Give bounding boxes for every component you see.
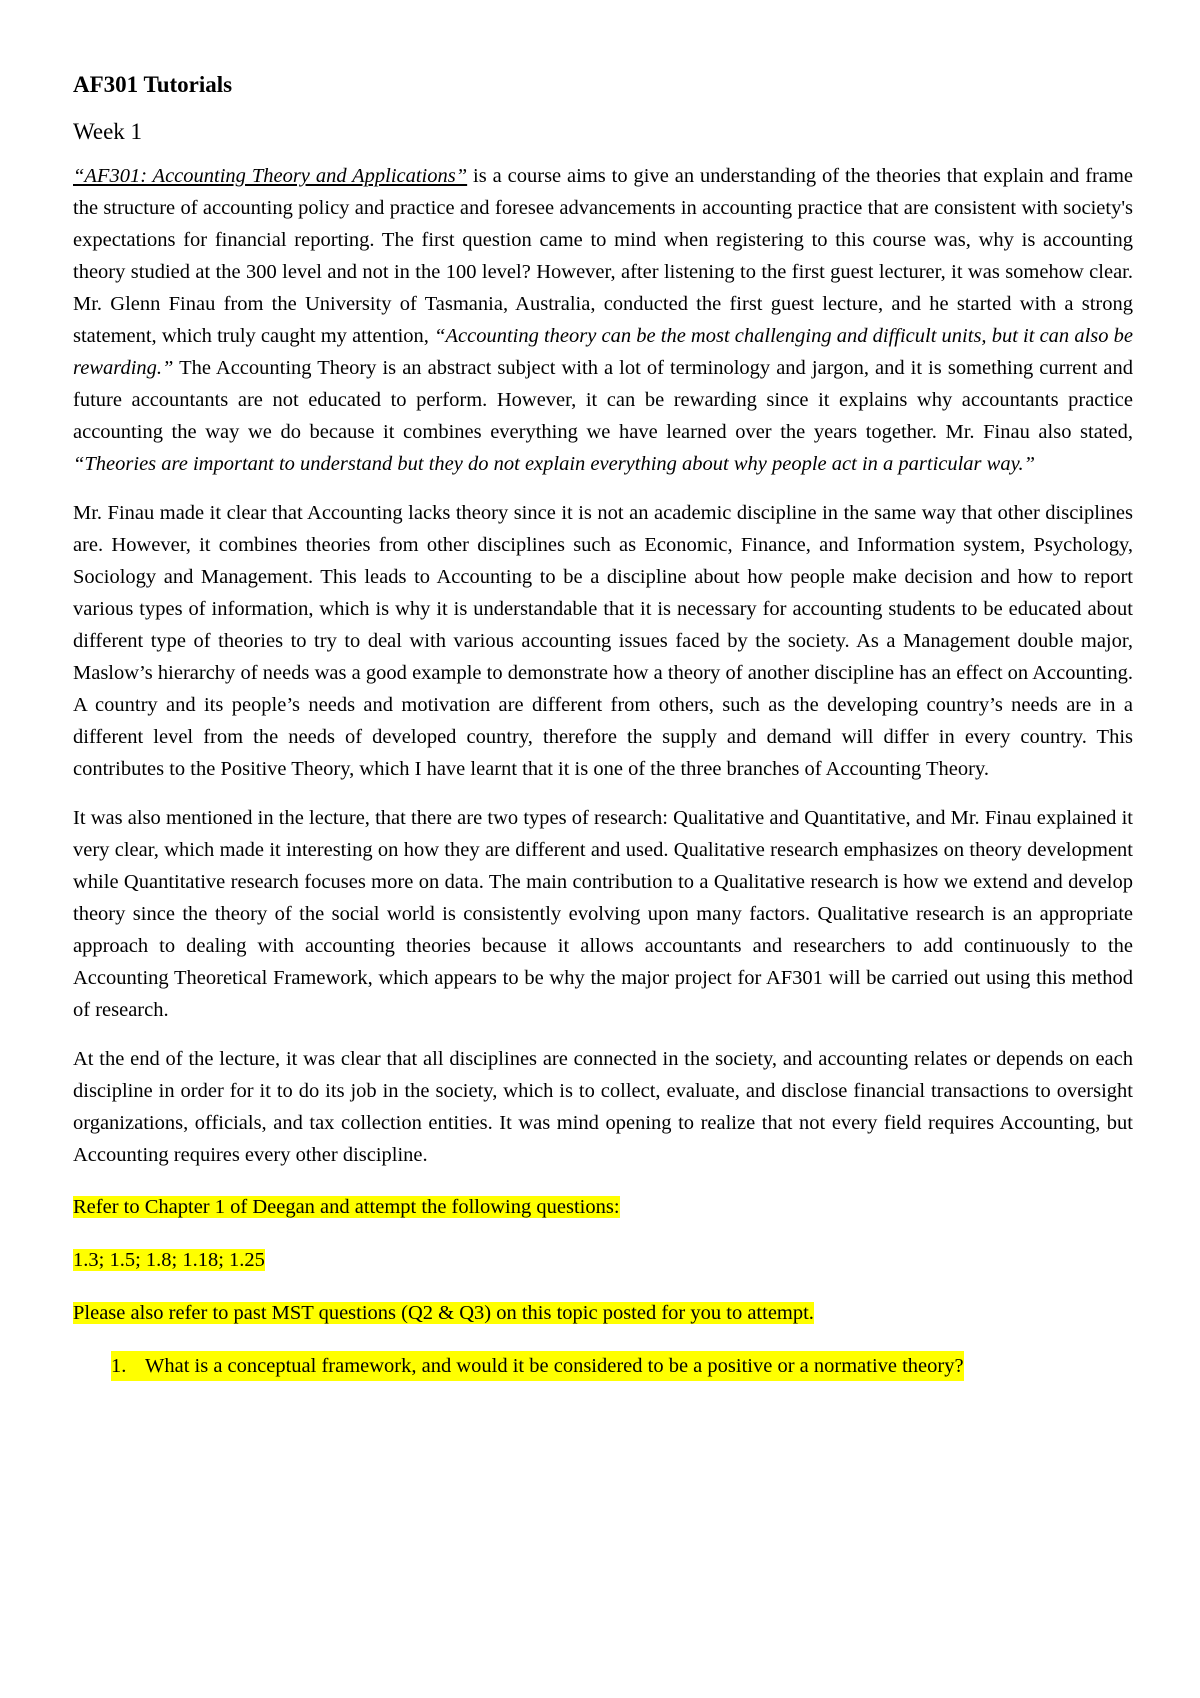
highlight-past-mst-line <box>73 1298 1133 1328</box>
question-1-text: What is a conceptual framework, and would it be considered to be a positive or a normative theory? <box>145 1355 964 1377</box>
question-1 <box>73 1351 1133 1381</box>
quote-theories: “Theories are important to understand but they do not explain everything about why people act in a particular way.” <box>73 453 1036 475</box>
quote-challenging: “Accounting theory can be the most challenging and difficult units, but it can also be rewarding.” <box>73 325 1133 379</box>
highlight-past-mst: Please also refer to past MST questions (Q2 & Q3) on this topic posted for you to attempt. <box>73 1302 814 1324</box>
intro-text-b: The Accounting Theory is an abstract subject with a lot of terminology and jargon, and it is something current and future accountants are not educated to perform. However, it can be rewarding since it explains why accountants practice accounting the way we do because it combines everything we have learned over the years together. Mr. Finau also stated, <box>73 357 1133 443</box>
document-title: AF301 Tutorials <box>73 72 233 97</box>
highlight-questions: 1.3; 1.5; 1.8; 1.18; 1.25 <box>73 1249 265 1271</box>
paragraph-conclusion: At the end of the lecture, it was clear that all disciplines are connected in the society, and accounting relates or depends on each discipline in order for it to do its job in the society, which is to collect, evaluate, and disclose financial transactions to oversight organizations, officials, and tax collection entities. It was mind opening to realize that not every field requires Accounting, but Accounting requires every other discipline. <box>73 1048 1133 1166</box>
week-heading: Week 1 <box>73 119 143 144</box>
highlight-refer: Refer to Chapter 1 of Deegan and attempt the following questions: <box>73 1196 620 1218</box>
paragraph-disciplines: Mr. Finau made it clear that Accounting lacks theory since it is not an academic discipline in the same way that other disciplines are. However, it combines theories from other disciplines such as Economic, Finance, and Information system, Psychology, Sociology and Management. This leads to Accounting to be a discipline about how people make decision and how to report various types of information, which is why it is understandable that it is necessary for accounting students to be educated about different type of theories to try to deal with various accounting issues faced by the society. As a Management double major, Maslow’s hierarchy of needs was a good example to demonstrate how a theory of another discipline has an effect on Accounting. A country and its people’s needs and motivation are different from others, such as the developing country’s needs are in a different level from the needs of developed country, therefore the supply and demand will differ in every country. This contributes to the Positive Theory, which I have learnt that it is one of the three branches of Accounting Theory. <box>73 502 1133 780</box>
paragraph-research: It was also mentioned in the lecture, that there are two types of research: Qualitative and Quantitative, and Mr. Finau explained it very clear, which made it interesting on how they are different and used. Qualitative research emphasizes on theory development while Quantitative research focuses more on data. The main contribution to a Qualitative research is how we extend and develop theory since the theory of the social world is consistently evolving upon many factors. Qualitative research is an appropriate approach to dealing with accounting theories because it allows accountants and researchers to add continuously to the Accounting Theoretical Framework, which appears to be why the major project for AF301 will be carried out using this method of research. <box>73 807 1133 1021</box>
highlight-refer-line <box>73 1192 1133 1222</box>
question-1-number: 1. <box>111 1355 127 1377</box>
document-content <box>73 70 1133 1381</box>
question-1-body <box>111 1351 964 1381</box>
intro-text-a: is a course aims to give an understanding of the theories that explain and frame the structure of accounting policy and practice and foresee advancements in accounting practice that are consistent with society's expectations for financial reporting. The first question came to mind when registering to this course was, why is accounting theory studied at the 300 level and not in the 100 level? However, after listening to the first guest lecturer, it was somehow clear. Mr. Glenn Finau from the University of Tasmania, Australia, conducted the first guest lecture, and he started with a strong statement, which truly caught my attention, <box>73 165 1133 347</box>
course-name: “AF301: Accounting Theory and Applications” <box>73 165 468 187</box>
highlight-questions-line <box>73 1245 1133 1275</box>
paragraph-intro <box>73 160 1133 480</box>
